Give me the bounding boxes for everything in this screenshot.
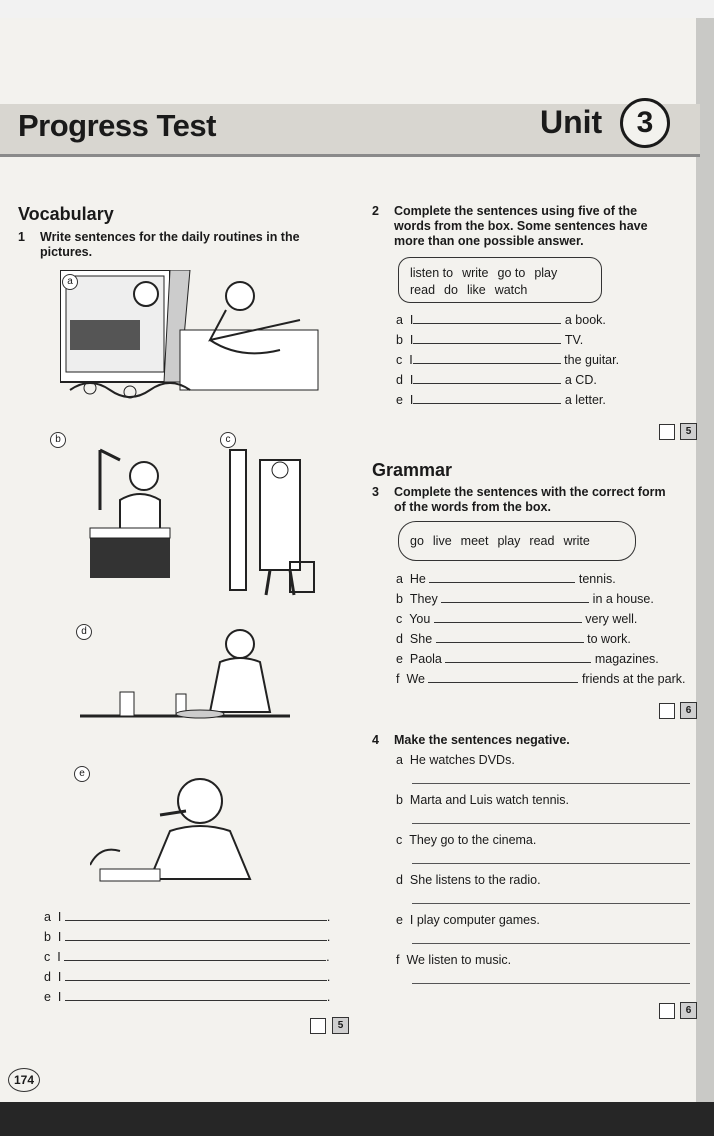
ex3-sentence-d (396, 632, 631, 646)
bottom-bar (0, 1102, 714, 1136)
sentence-end: very well. (585, 612, 638, 626)
sentence-end: friends at the park. (581, 672, 686, 686)
answer-blank[interactable] (65, 999, 327, 1001)
sentence-text: Marta and Luis watch tennis. (409, 793, 570, 807)
line-letter: a (44, 910, 51, 924)
ex1-instruction-line2: pictures. (40, 245, 93, 259)
line-end: . (326, 970, 331, 984)
sentence-start: I (409, 313, 414, 327)
ex4-sentence-f (396, 953, 511, 967)
ex2-score-total: 5 (680, 423, 697, 440)
ex1-score-box[interactable] (310, 1018, 326, 1034)
sentence-end: in a house. (592, 592, 654, 606)
ex3-sentence-c (396, 612, 637, 626)
sentence-end: to work. (587, 632, 631, 646)
ex2-number: 2 (372, 204, 379, 218)
word-item: like (466, 283, 486, 297)
line-letter: b (44, 930, 51, 944)
sentence-letter: d (396, 632, 403, 646)
ex4-sentence-a (396, 753, 515, 767)
unit-label: Unit (540, 104, 603, 140)
answer-blank[interactable] (429, 581, 575, 583)
page-edge (696, 18, 714, 1102)
ex2-sentence-b (396, 333, 583, 347)
sentence-start: He (409, 572, 426, 586)
ex2-instruction (372, 204, 648, 249)
answer-blank[interactable] (436, 641, 584, 643)
ex3-score-total: 6 (680, 702, 697, 719)
sentence-start: I (409, 333, 414, 347)
picture-e-brushing-teeth (90, 765, 290, 885)
sentence-text: I play computer games. (409, 913, 540, 927)
ex2-sentence-c (396, 353, 619, 367)
ex1-score-total: 5 (332, 1017, 349, 1034)
sentence-letter: b (396, 793, 403, 807)
vocabulary-heading: Vocabulary (18, 204, 114, 224)
word-item: live (432, 534, 452, 548)
answer-blank[interactable] (413, 382, 561, 384)
picture-b-shower (70, 440, 190, 580)
ex2-instruction-line2: words from the box. Some sentences have (394, 219, 648, 233)
ex4-answer-line-e[interactable] (412, 942, 690, 944)
sentence-start: We (406, 672, 425, 686)
line-end: . (326, 950, 330, 964)
ex4-answer-line-d[interactable] (412, 902, 690, 904)
line-start: I (57, 950, 61, 964)
ex3-score-box[interactable] (659, 703, 675, 719)
sentence-end: a CD. (564, 373, 597, 387)
ex1-line-c (44, 950, 330, 964)
ex3-word-row (410, 534, 599, 548)
ex3-sentence-e (396, 652, 659, 666)
answer-blank[interactable] (65, 919, 327, 921)
picture-label-c: c (220, 432, 236, 448)
sentence-letter: c (396, 353, 403, 367)
line-letter: d (44, 970, 51, 984)
ex4-instruction (372, 733, 570, 748)
answer-blank[interactable] (64, 959, 326, 961)
sentence-letter: f (396, 953, 400, 967)
ex1-line-e (44, 990, 330, 1004)
sentence-text: He watches DVDs. (409, 753, 515, 767)
line-end: . (326, 910, 331, 924)
ex2-instruction-line1: Complete the sentences using five of the (394, 204, 638, 218)
sentence-letter: e (396, 393, 403, 407)
line-end: . (326, 930, 331, 944)
sentence-end: a book. (564, 313, 606, 327)
ex4-sentence-d (396, 873, 541, 887)
sentence-start: I (409, 353, 413, 367)
ex3-number: 3 (372, 485, 379, 499)
picture-a-waking-up (60, 270, 320, 410)
ex4-answer-line-a[interactable] (412, 782, 690, 784)
ex2-sentence-a (396, 313, 606, 327)
sentence-text: We listen to music. (406, 953, 512, 967)
word-item: play (534, 266, 558, 280)
line-start: I (57, 930, 62, 944)
line-start: I (57, 970, 62, 984)
sentence-end: magazines. (594, 652, 659, 666)
picture-label-a: a (62, 274, 78, 290)
sentence-start: They (409, 592, 438, 606)
sentence-letter: c (396, 612, 403, 626)
sentence-letter: f (396, 672, 400, 686)
ex3-instruction-line1: Complete the sentences with the correct form (394, 485, 666, 499)
word-item: go to (497, 266, 526, 280)
sentence-letter: d (396, 873, 403, 887)
ex1-line-a (44, 910, 330, 924)
ex1-instruction-line1: Write sentences for the daily routines in the (40, 230, 300, 244)
top-bar (0, 0, 714, 18)
word-item: meet (460, 534, 489, 548)
sentence-letter: c (396, 833, 403, 847)
sentence-end: the guitar. (564, 353, 620, 367)
sentence-start: I (409, 373, 414, 387)
sentence-start: She (409, 632, 433, 646)
page-number: 174 (8, 1068, 40, 1092)
picture-label-d: d (76, 624, 92, 640)
sentence-end: TV. (564, 333, 584, 347)
ex4-sentence-c (396, 833, 536, 847)
word-item: go (410, 534, 424, 548)
answer-blank[interactable] (413, 362, 561, 364)
sentence-text: They go to the cinema. (409, 833, 537, 847)
sentence-start: You (409, 612, 431, 626)
ex4-sentence-e (396, 913, 540, 927)
word-item: do (444, 283, 458, 297)
line-end: . (326, 990, 331, 1004)
sentence-end: tennis. (578, 572, 616, 586)
ex3-instruction (372, 485, 666, 515)
ex1-instruction (18, 230, 300, 260)
sentence-end: a letter. (564, 393, 606, 407)
word-item: read (410, 283, 436, 297)
ex4-score-box[interactable] (659, 1003, 675, 1019)
word-item: listen to (410, 266, 454, 280)
sentence-letter: b (396, 333, 403, 347)
line-letter: e (44, 990, 51, 1004)
page-title: Progress Test (18, 108, 216, 143)
ex2-word-row-2 (410, 283, 536, 297)
sentence-start: I (409, 393, 414, 407)
ex2-word-row-1 (410, 266, 566, 280)
sentence-letter: e (396, 652, 403, 666)
ex4-answer-line-b[interactable] (412, 822, 690, 824)
ex4-answer-line-f[interactable] (412, 982, 690, 984)
line-start: I (57, 910, 62, 924)
unit-number: 3 (620, 98, 670, 148)
ex4-sentence-b (396, 793, 569, 807)
ex2-score-box[interactable] (659, 424, 675, 440)
answer-blank[interactable] (441, 601, 589, 603)
ex3-instruction-line2: of the words from the box. (394, 500, 551, 514)
picture-c-getting-dressed (220, 440, 320, 600)
ex3-sentence-a (396, 572, 616, 586)
ex4-score-total: 6 (680, 1002, 697, 1019)
word-item: write (563, 534, 590, 548)
ex2-sentence-e (396, 393, 606, 407)
sentence-start: Paola (409, 652, 442, 666)
word-item: play (497, 534, 521, 548)
ex1-line-b (44, 930, 330, 944)
sentence-letter: a (396, 313, 403, 327)
sentence-letter: d (396, 373, 403, 387)
answer-blank[interactable] (428, 681, 578, 683)
ex3-sentence-f (396, 672, 685, 686)
picture-d-eating (80, 622, 300, 742)
sentence-text: She listens to the radio. (409, 873, 541, 887)
sentence-letter: e (396, 913, 403, 927)
ex1-number: 1 (18, 230, 25, 244)
answer-blank[interactable] (434, 621, 582, 623)
word-item: watch (494, 283, 528, 297)
word-item: read (529, 534, 555, 548)
ex2-instruction-line3: more than one possible answer. (394, 234, 584, 248)
answer-blank[interactable] (65, 979, 327, 981)
line-start: I (57, 990, 62, 1004)
sentence-letter: b (396, 592, 403, 606)
picture-label-e: e (74, 766, 90, 782)
sentence-letter: a (396, 572, 403, 586)
answer-blank[interactable] (65, 939, 327, 941)
ex2-sentence-d (396, 373, 597, 387)
answer-blank[interactable] (445, 661, 591, 663)
grammar-heading: Grammar (372, 460, 453, 480)
answer-blank[interactable] (413, 322, 561, 324)
ex3-sentence-b (396, 592, 654, 606)
ex4-answer-line-c[interactable] (412, 862, 690, 864)
ex4-instruction-text: Make the sentences negative. (394, 733, 570, 747)
answer-blank[interactable] (413, 402, 561, 404)
word-item: write (462, 266, 489, 280)
sentence-letter: a (396, 753, 403, 767)
picture-label-b: b (50, 432, 66, 448)
answer-blank[interactable] (413, 342, 561, 344)
ex1-line-d (44, 970, 330, 984)
ex4-number: 4 (372, 733, 379, 747)
line-letter: c (44, 950, 51, 964)
